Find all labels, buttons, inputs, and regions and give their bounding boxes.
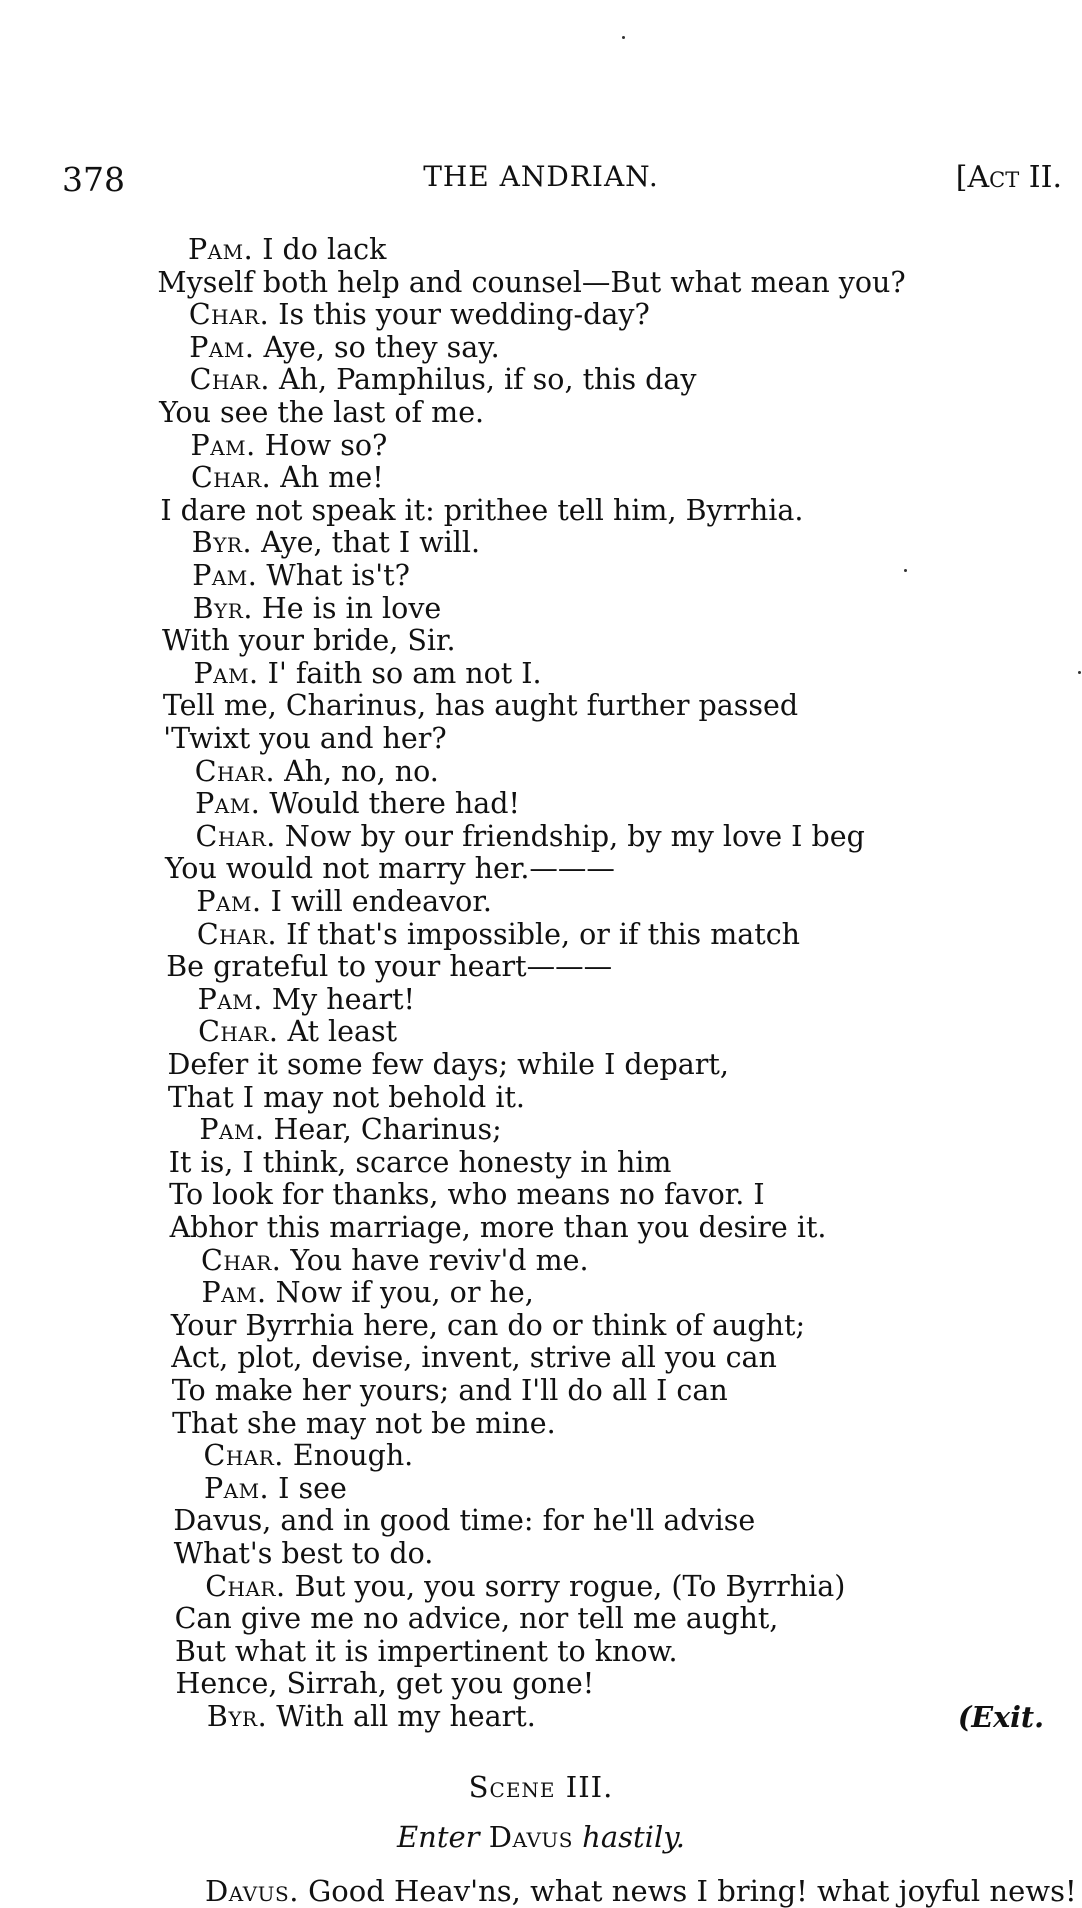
line-text: Ah me! (271, 461, 384, 495)
line-text: Act, plot, devise, invent, strive all you can (171, 1341, 777, 1375)
line-text: That she may not be mine. (172, 1406, 556, 1440)
dialogue-line (163, 723, 446, 755)
act-marker: [Act II. (955, 160, 1062, 195)
dialogue-line (166, 951, 612, 983)
print-speck (1078, 671, 1081, 674)
dialogue-line (207, 1701, 536, 1733)
dialogue-line (157, 267, 905, 299)
dialogue-line (192, 560, 410, 592)
dialogue-line (172, 1408, 556, 1440)
line-text: Be grateful to your heart——— (166, 950, 613, 984)
line-text: What's best to do. (173, 1537, 434, 1570)
dialogue-line (193, 593, 442, 625)
speaker-name: Char. (205, 1569, 286, 1603)
dialogue-line (196, 821, 865, 853)
dialogue-line (169, 1179, 764, 1211)
line-text: Myself both help and counsel—But what mean you? (157, 265, 906, 299)
speaker-name: Byr. (192, 591, 253, 625)
dialogue-line (171, 1342, 777, 1374)
speaker-name: Pam. (192, 559, 258, 592)
line-text: Defer it some few days; while I depart, (167, 1048, 729, 1081)
line-text: With all my heart. (267, 1700, 536, 1733)
dialogue-line (195, 756, 439, 788)
running-title: THE ANDRIAN. (423, 160, 659, 193)
line-text: How so? (255, 428, 388, 462)
page-number: 378 (62, 160, 125, 199)
line-text: Now if you, or he, (266, 1276, 534, 1310)
dialogue-line (199, 1114, 501, 1146)
dialogue-line (172, 1375, 728, 1407)
dialogue-line (168, 1049, 729, 1081)
dialogue-line (198, 1016, 397, 1048)
line-text: Hear, Charinus; (264, 1113, 502, 1147)
speaker-name: Pam. (196, 885, 262, 918)
speaker-name: Pam. (203, 1471, 270, 1505)
line-text: Now by our friendship, by my love I beg (275, 819, 865, 853)
speaker-name: Char. (201, 1243, 282, 1277)
dialogue-line (168, 1082, 525, 1114)
line-text: At least (278, 1015, 398, 1049)
dialogue-line (175, 1636, 678, 1668)
dialogue-line (191, 430, 388, 462)
dialogue-line (204, 1473, 347, 1505)
line-text: If that's impossible, or if this match (277, 917, 801, 951)
speaker-name: Pam. (195, 787, 261, 821)
line-text: He is in love (252, 591, 442, 625)
speaker-name: Byr. (206, 1700, 268, 1733)
scene-heading: Scene III. (468, 1770, 614, 1804)
line-text: I' faith so am not I. (258, 656, 542, 690)
speaker-name: Char. (196, 917, 278, 951)
speaker-name: Char. (189, 363, 270, 397)
enter-manner: hastily. (582, 1820, 685, 1854)
line-text: Aye, so they say. (254, 330, 500, 364)
running-head (0, 160, 1082, 200)
speaker-name: Byr. (191, 526, 253, 560)
speaker-name: Char. (195, 819, 276, 853)
dialogue-line (191, 462, 384, 494)
line-text: That I may not behold it. (167, 1080, 525, 1114)
scene-first-line (205, 1874, 1077, 1908)
line-text: With your bride, Sir. (162, 624, 456, 658)
speaker-name: Pam. (201, 1276, 267, 1310)
line-text: Is this your wedding-day? (269, 298, 650, 332)
dialogue-line (189, 299, 650, 331)
speaker-name: Char. (188, 298, 270, 332)
dialogue-line (196, 886, 491, 918)
line-text: Enough. (283, 1439, 414, 1473)
dialogue-line (160, 495, 803, 527)
dialogue-line (201, 1245, 589, 1277)
dialogue-line (204, 1440, 414, 1472)
speaker-name: Char. (203, 1439, 284, 1473)
dialogue-line (175, 1668, 594, 1700)
dialogue-line (162, 625, 455, 657)
line-text: Tell me, Charinus, has aught further passed (162, 689, 799, 723)
line-text: I will endeavor. (261, 885, 492, 918)
line-text: Davus, and in good time: for he'll advise (173, 1504, 756, 1538)
exit-stage-direction: (Exit. (957, 1700, 1044, 1734)
line-text: I see (269, 1471, 347, 1505)
dialogue-line (174, 1538, 434, 1570)
print-speck (622, 36, 625, 39)
speaker-name: Pam. (188, 233, 254, 266)
dialogue-line (198, 984, 415, 1016)
line-text: 'Twixt you and her? (163, 722, 447, 755)
speaker-name: Char. (198, 1015, 279, 1049)
speaker-name: Pam. (190, 428, 256, 462)
dialogue-line (159, 397, 484, 429)
line-text: But you, you sorry rogue, (To Byrrhia) (285, 1569, 846, 1603)
line-text: Good Heav'ns, what news I bring! what joyful news! (298, 1874, 1077, 1908)
dialogue-line (169, 1147, 672, 1179)
dialogue-line (163, 690, 798, 722)
speaker-name: Pam. (199, 1113, 265, 1147)
line-text: Ah, Pamphilus, if so, this day (269, 363, 697, 397)
enter-character-name: Davus (488, 1820, 573, 1854)
line-text: Would there had! (260, 787, 520, 821)
speaker-name: Pam. (189, 330, 255, 364)
line-text: Your Byrrhia here, can do or think of aught; (170, 1308, 806, 1342)
dialogue-line (175, 1603, 779, 1635)
entrance-stage-direction (0, 1820, 1082, 1854)
line-text: You see the last of me. (159, 396, 485, 429)
dialogue-line (190, 364, 697, 396)
line-text: You have reviv'd me. (281, 1243, 589, 1277)
dialogue-line (165, 853, 615, 885)
speaker-name: Char. (194, 754, 276, 788)
line-text: What is't? (257, 559, 410, 592)
line-text: Abhor this marriage, more than you desire it. (169, 1211, 827, 1244)
dialogue-line (197, 919, 800, 951)
line-text: Aye, that I will. (252, 526, 481, 560)
dialogue-line (192, 527, 480, 559)
line-text: You would not marry her.——— (164, 852, 615, 886)
dialogue-line (170, 1212, 827, 1244)
dialogue-line (201, 1277, 533, 1309)
line-text: I do lack (253, 233, 387, 266)
speaker-name: Davus. (205, 1874, 299, 1908)
line-text: To make her yours; and I'll do all I can (171, 1374, 728, 1407)
line-text: My heart! (262, 982, 415, 1016)
line-text: But what it is impertinent to know. (175, 1634, 678, 1668)
line-text: Can give me no advice, nor tell me aught, (174, 1602, 779, 1636)
enter-word: Enter (397, 1820, 480, 1854)
dialogue-line (205, 1571, 845, 1603)
line-text: It is, I think, scarce honesty in him (168, 1145, 672, 1179)
line-text: I dare not speak it: prithee tell him, Byrrhia. (160, 493, 804, 527)
dialogue-line (193, 658, 541, 690)
dialogue-line (173, 1505, 755, 1537)
dialogue-line (171, 1310, 805, 1342)
line-text: Hence, Sirrah, get you gone! (175, 1667, 595, 1701)
line-text: To look for thanks, who means no favor. I (169, 1178, 765, 1212)
speaker-name: Pam. (193, 656, 259, 690)
dialogue-line (188, 234, 386, 266)
speaker-name: Char. (190, 461, 272, 495)
print-speck (904, 569, 907, 572)
dialogue-line (189, 332, 499, 364)
line-text: Ah, no, no. (275, 754, 439, 788)
speaker-name: Pam. (197, 982, 263, 1016)
dialogue-line (195, 788, 520, 820)
